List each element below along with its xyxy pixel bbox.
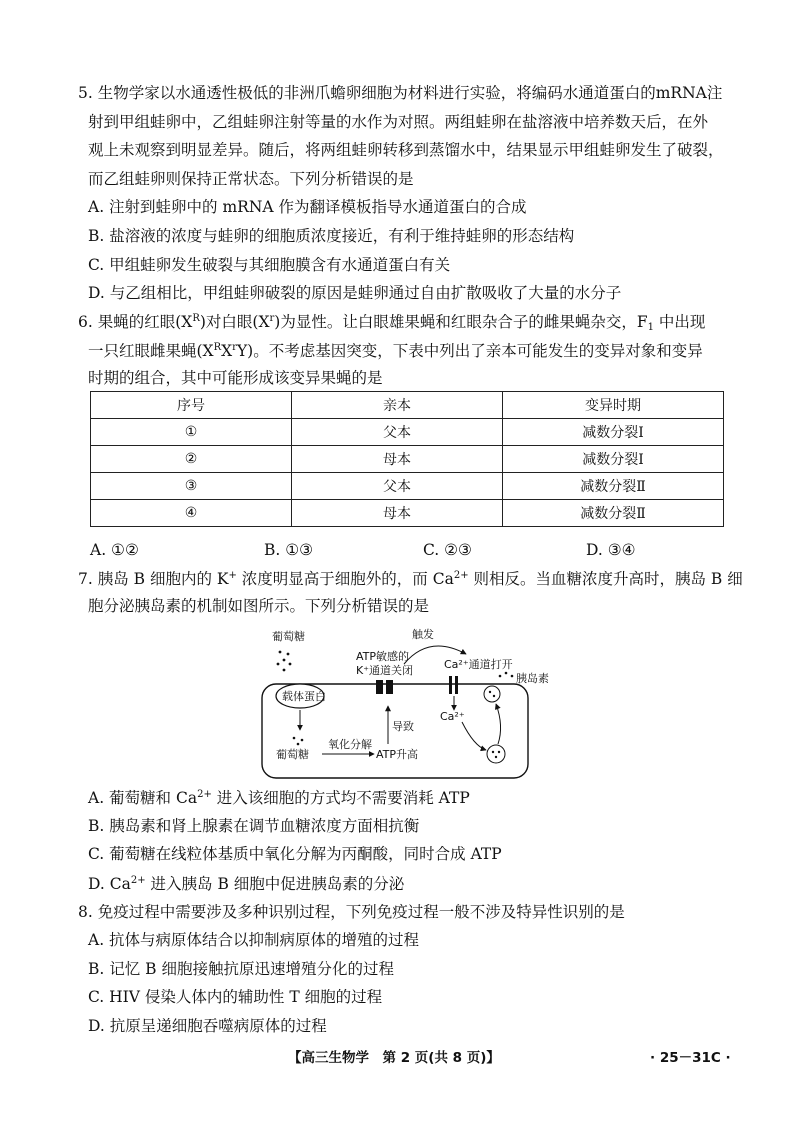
q7-option-b: B. 胰岛素和肾上腺素在调节血糖浓度方面相抗衡 (88, 817, 420, 835)
table-cell: 减数分裂Ⅱ (503, 473, 724, 500)
ca-to-vesicle-arrow (462, 722, 486, 750)
q5-stem-line4: 而乙组蛙卵则保持正常状态。下列分析错误的是 (88, 170, 414, 188)
atp-sensitive-label: ATP敏感的 (356, 650, 410, 663)
table-cell: ④ (91, 500, 292, 527)
q7-option-c: C. 葡萄糖在线粒体基质中氧化分解为丙酮酸，同时合成 ATP (88, 845, 502, 863)
q8-stem: 8. 免疫过程中需要涉及多种识别过程，下列免疫过程一般不涉及特异性识别的是 (78, 903, 625, 921)
q6-option-a: A. ①② (90, 541, 139, 559)
leads-to-label: 导致 (392, 720, 414, 733)
carrier-protein-label: 载体蛋白 (282, 690, 326, 703)
q6-stem-line2: 一只红眼雌果蝇$(X^RX^rY)$。不考虑基因突变，下表中列出了亲本可能发生的变异对象和变异 (88, 342, 703, 360)
table-cell: ③ (91, 473, 292, 500)
vesicle-inside (487, 745, 505, 763)
table-cell: 减数分裂Ⅱ (503, 500, 724, 527)
ca-channel-right (455, 676, 458, 694)
table-row (91, 473, 724, 500)
table-cell: 父本 (292, 473, 503, 500)
exocytosis-arrow (496, 704, 501, 744)
trigger-label: 触发 (412, 628, 434, 641)
table-header-row (91, 392, 724, 419)
q8-option-c: C. HIV 侵染人体内的辅助性 T 细胞的过程 (88, 988, 383, 1006)
k-channel-right (386, 680, 393, 694)
table-cell: ① (91, 419, 292, 446)
atp-rise-label: ATP升高 (376, 748, 419, 761)
page-footer-code: · 25－31C · (650, 1050, 731, 1066)
q5-option-d: D. 与乙组相比，甲组蛙卵破裂的原因是蛙卵通过自由扩散吸收了大量的水分子 (88, 284, 622, 302)
q8-option-a: A. 抗体与病原体结合以抑制病原体的增殖的过程 (88, 931, 420, 949)
table-header-cell: 变异时期 (503, 392, 724, 419)
table-cell: 母本 (292, 500, 503, 527)
q7-stem-line1: 7. 胰岛 B 细胞内的 K+ 浓度明显高于细胞外的，而 $Ca^{2+}$ 则相反。当血糖浓度升高时，胰岛 B 细 (78, 570, 743, 588)
q5-option-c: C. 甲组蛙卵发生破裂与其细胞膜含有水通道蛋白有关 (88, 256, 451, 274)
insulin-vesicle (484, 686, 500, 702)
table-cell: 母本 (292, 446, 503, 473)
glucose-inside-label: 葡萄糖 (276, 748, 309, 761)
q5-option-a: A. 注射到蛙卵中的 mRNA 作为翻译模板指导水通道蛋白的合成 (88, 198, 527, 216)
q7-option-a: A. 葡萄糖和 $Ca^{2+}$ 进入该细胞的方式均不需要消耗 ATP (88, 789, 470, 807)
oxidation-label: 氧化分解 (328, 738, 372, 751)
table-cell: 减数分裂Ⅰ (503, 419, 724, 446)
q6-option-d: D. ③④ (586, 541, 636, 559)
q5-stem-line3: 观上未观察到明显差异。随后，将两组蛙卵转移到蒸馏水中，结果显示甲组蛙卵发生了破裂， (88, 141, 724, 159)
ca-channel-left (449, 676, 452, 694)
k-channel-label: K⁺通道关闭 (356, 664, 414, 677)
glucose-dots-outside (277, 651, 292, 672)
q6-variation-table (90, 391, 724, 527)
table-row (91, 500, 724, 527)
table-row (91, 419, 724, 446)
q7-stem-line2: 胞分泌胰岛素的机制如图所示。下列分析错误的是 (88, 597, 430, 615)
q6-stem-line3: 时期的组合，其中可能形成该变异果蝇的是 (88, 369, 383, 387)
ca-inside-label: Ca²⁺ (440, 710, 465, 723)
k-channel-left (376, 680, 383, 694)
glucose-outside-label: 葡萄糖 (272, 630, 305, 643)
table-header-cell: 序号 (91, 392, 292, 419)
q7-option-d: D. $Ca^{2+}$ 进入胰岛 B 细胞中促进胰岛素的分泌 (88, 875, 405, 893)
insulin-secretion-diagram (254, 626, 549, 781)
glucose-dots-inside (293, 737, 304, 746)
q8-option-b: B. 记忆 B 细胞接触抗原迅速增殖分化的过程 (88, 960, 394, 978)
ca-channel-open-label: Ca²⁺通道打开 (444, 658, 513, 671)
q8-option-d: D. 抗原呈递细胞吞噬病原体的过程 (88, 1017, 327, 1035)
table-header-cell: 亲本 (292, 392, 503, 419)
page-footer-title: 【高三生物学 第 2 页(共 8 页)】 (288, 1050, 500, 1066)
table-row (91, 446, 724, 473)
insulin-label: 胰岛素 (516, 672, 549, 685)
table-cell: 父本 (292, 419, 503, 446)
q5-stem-line2: 射到甲组蛙卵中，乙组蛙卵注射等量的水作为对照。两组蛙卵在盐溶液中培养数天后，在外 (88, 113, 709, 131)
q5-option-b: B. 盐溶液的浓度与蛙卵的细胞质浓度接近，有利于维持蛙卵的形态结构 (88, 227, 575, 245)
q6-option-b: B. ①③ (264, 541, 314, 559)
q5-stem-line1: 5. 生物学家以水通透性极低的非洲爪蟾卵细胞为材料进行实验，将编码水通道蛋白的mRNA注 (78, 84, 723, 102)
q6-option-c: C. ②③ (423, 541, 472, 559)
table-cell: 减数分裂Ⅰ (503, 446, 724, 473)
table-cell: ② (91, 446, 292, 473)
q6-stem-line1: 6. 果蝇的红眼$(X^R)$对白眼$(X^r)$为显性。让白眼雄果蝇和红眼杂合子的雌果蝇杂交，$F_1$ 中出现 (78, 313, 706, 333)
